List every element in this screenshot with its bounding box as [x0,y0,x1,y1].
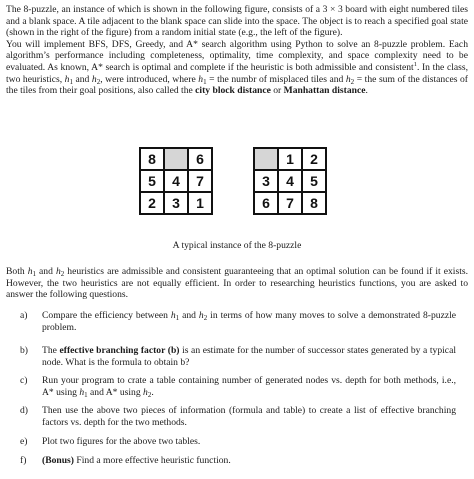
question-a-and: and [179,310,199,321]
intro-text-9: . [365,85,368,97]
question-label: d) [20,405,28,416]
intro-text-5: , were introduced, where [100,73,199,85]
question-d [20,405,456,428]
question-text [42,375,456,398]
math-h: h [27,266,33,277]
math-sub: 1 [175,314,180,322]
intro-text-8: or [270,85,284,97]
tile: 6 [255,193,277,213]
tile: 8 [141,149,163,169]
intro-text-4: and [72,73,92,85]
math-h: h [55,266,61,277]
math-h: h [64,73,70,85]
para2-text-c: heuristics are admissible and consistent guaranteeing that an optimal solution can be found if it exists. However, the two heuristics are not equally efficient. In order to researching heuristics functions, you are asked to answer the following questions. [6,266,468,301]
intro-text-6: = the numbr of misplaced tiles and [206,73,346,85]
math-h: h [91,73,97,85]
tile: 5 [141,171,163,191]
question-text: Plot two figures for the above two tables. [42,436,201,447]
intro-paragraph [6,4,468,97]
question-f [20,455,456,467]
math-sub: 2 [203,314,208,322]
question-label: e) [20,436,28,447]
tile: 2 [141,193,163,213]
tile: 4 [165,171,187,191]
figure-caption: A typical instance of the 8-puzzle [172,240,302,251]
tile: 7 [279,193,301,213]
question-e [20,436,456,448]
blank-tile [255,149,277,169]
tile: 6 [189,149,211,169]
math-sub: 1 [203,77,207,86]
intro-text-1: The 8-puzzle, an instance of which is shown in the following figure, consists of a 3 × 3 board with eight numbered tiles and a blank space. A tile adjacent to the blank space can slide into the space. The object is to reach a specified goal state (shown in the right of the figure) from a random initial state (e.g., the left of the figure). [6,4,468,39]
bold-term-city-block: city block distance [195,85,271,97]
question-text: Then use the above two pieces of information (formula and table) to create a list of effective branching factors vs. depth for the two methods. [42,405,456,428]
question-label: a) [20,310,28,321]
heuristics-paragraph [6,266,468,301]
question-a-text: Compare the efficiency between [42,310,171,321]
footnote-mark: 1 [413,60,417,68]
question-label: b) [20,345,28,356]
tile: 1 [189,193,211,213]
bold-term-branching-factor: effective branching factor (b) [59,345,180,356]
tile: 3 [165,193,187,213]
question-a-tail: in terms of how many moves to solve a demonstrated 8-puzzle problem. [42,310,457,333]
intro-text-2: You will implement BFS, DFS, Greedy, and A* search algorithm using Python to solve an 8-puzzle problem. Each algorithm’s performance including completeness, optimality, time complexity, and space complexity need to be evaluated. As known, A* search is optimal and complete if the heuristic is both admissible and consistent [6,38,468,73]
tile: 5 [303,171,325,191]
math-sub: 2 [147,390,152,399]
math-sub: 1 [69,77,73,86]
question-c-text: Run your program to crate a table containing number of generated nodes vs. depth for both methods, i.e., A* using [42,375,456,398]
bold-term-manhattan: Manhattan distance [283,85,366,97]
question-c-tail: . [151,386,154,398]
question-f-tail: Find a more effective heuristic function. [74,455,231,466]
math-sub: 1 [84,390,88,399]
math-sub: 2 [350,77,355,86]
question-b [20,345,456,368]
start-state-board [139,147,213,215]
tile: 2 [303,149,325,169]
tile: 3 [255,171,277,191]
question-label: c) [20,375,28,386]
question-a [20,310,456,333]
math-sub: 1 [32,270,36,278]
question-b-tail: is an estimate for the number of successor states generated by a typical node. What is the formula to obtain b? [42,345,456,368]
math-h: h [79,386,85,398]
question-text [42,345,456,368]
math-h: h [198,310,204,321]
question-c [20,375,456,398]
tile: 4 [279,171,301,191]
math-h: h [143,386,148,398]
math-h: h [345,73,351,85]
question-b-text: The [42,345,60,356]
tile: 8 [303,193,325,213]
bonus-label: (Bonus) [42,455,74,466]
math-sub: 2 [96,77,101,86]
question-text [42,455,456,467]
math-h: h [198,73,204,85]
math-h: h [170,310,176,321]
question-label: f) [20,455,27,466]
intro-text-7: = the sum of the distances of the tiles from their goal positions, also called the [6,73,468,97]
para2-text-b: and [36,266,56,277]
blank-tile [165,149,187,169]
question-text [42,310,456,333]
math-sub: 2 [60,270,65,278]
intro-sentence-1 [6,4,468,39]
goal-state-board [253,147,327,215]
para2-text-a: Both [6,266,28,277]
question-c-mid: and A* using [87,386,144,398]
tile: 7 [189,171,211,191]
intro-sentence-2 [6,39,468,97]
intro-text-3: . In the class, two heuristics, [6,61,468,85]
tile: 1 [279,149,301,169]
